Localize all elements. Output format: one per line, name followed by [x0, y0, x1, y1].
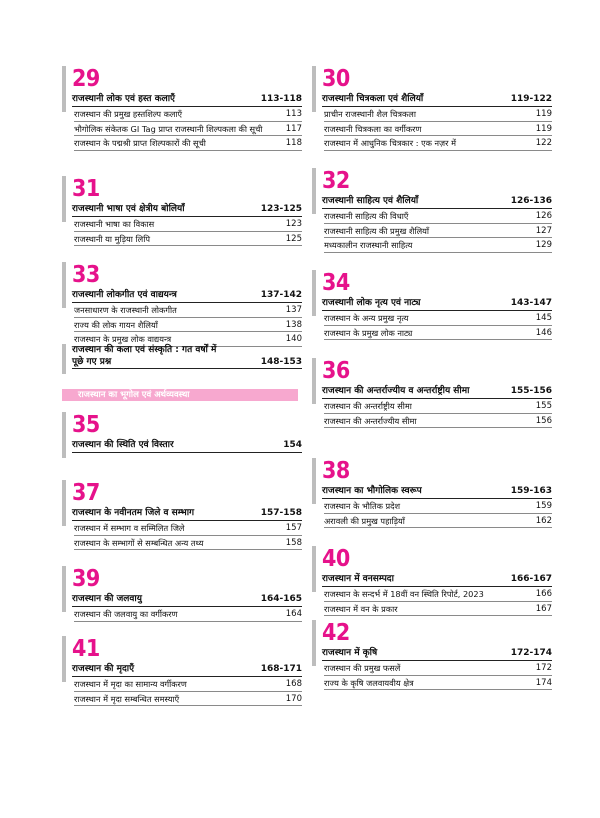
toc-entry-title: राजस्थान के अन्य प्रमुख नृत्य [324, 313, 409, 323]
chapter-number: 39 [72, 566, 100, 592]
toc-entry[interactable] [74, 521, 302, 536]
chapter-heading[interactable] [72, 662, 302, 677]
chapter-bar [62, 66, 66, 112]
toc-entry-title: राज्य के कृषि जलवायवीय क्षेत्र [324, 677, 414, 688]
chapter-pages: 126-136 [510, 196, 552, 206]
chapter-bar [312, 168, 316, 214]
toc-entry-page: 118 [285, 138, 302, 148]
chapter-number: 38 [322, 458, 350, 484]
toc-entry-title: मध्यकालीन राजस्थानी साहित्य [324, 240, 413, 250]
toc-entry-title: राजस्थान की अन्तर्राज्यीय सीमा [324, 415, 417, 426]
toc-entry[interactable] [74, 318, 302, 333]
chapter-number: 30 [322, 66, 350, 92]
pyq-title-line2: पूछे गए प्रश्न [72, 357, 112, 367]
chapter-number-wrap [62, 636, 302, 662]
chapter-42[interactable] [312, 620, 552, 690]
chapter-39[interactable] [62, 566, 302, 622]
chapter-bar [312, 620, 316, 666]
toc-entry[interactable] [324, 587, 552, 602]
toc-entry-page: 172 [535, 663, 552, 673]
chapter-pages: 168-171 [260, 664, 302, 674]
chapter-title: राजस्थान का भौगोलिक स्वरूप [322, 486, 422, 496]
chapter-number: 42 [322, 620, 350, 646]
toc-entry-title: राजस्थान के पद्मश्री प्राप्त शिल्पकारों की सूची [74, 138, 206, 148]
toc-entry[interactable] [74, 122, 302, 137]
chapter-number-wrap [62, 480, 302, 506]
section-banner: राजस्थान का भूगोल एवं अर्थव्यवस्था [62, 389, 298, 401]
chapter-pages: 119-122 [510, 94, 552, 104]
chapter-bar [312, 66, 316, 112]
chapter-pages: 157-158 [260, 508, 302, 518]
chapter-items [324, 399, 552, 428]
toc-entry[interactable] [324, 676, 552, 691]
toc-entry-title: राजस्थान में मृदा सम्बन्धित समस्याएँ [74, 693, 180, 704]
toc-entry-page: 129 [535, 240, 552, 250]
chapter-items [74, 521, 302, 550]
chapter-items [324, 661, 552, 690]
chapter-items [324, 587, 552, 616]
chapter-heading[interactable] [322, 194, 552, 209]
chapter-items [74, 607, 302, 622]
chapter-29[interactable] [62, 66, 302, 151]
toc-entry-title: राजस्थान की प्रमुख फसलें [324, 663, 401, 673]
toc-entry-title: राजस्थान में मृदा का सामान्य वर्गीकरण [74, 679, 187, 689]
toc-entry-title: प्राचीन राजस्थानी शैल चित्रकला [324, 109, 416, 119]
toc-entry-page: 168 [285, 679, 302, 689]
toc-entry-page: 126 [535, 211, 552, 221]
chapter-number: 40 [322, 546, 350, 572]
chapter-heading[interactable] [72, 202, 302, 217]
chapter-pages: 143-147 [510, 298, 552, 308]
toc-entry-title: राजस्थानी साहित्य की प्रमुख शैलियाँ [324, 225, 430, 236]
chapter-title: राजस्थान की अन्तर्राज्यीय व अन्तर्राष्ट्रीय सीमा [322, 386, 470, 396]
toc-entry[interactable] [324, 209, 552, 224]
chapter-number: 41 [72, 636, 100, 662]
toc-entry-page: 167 [535, 603, 552, 614]
chapter-heading[interactable] [322, 572, 552, 587]
chapter-number-wrap [312, 546, 552, 572]
toc-entry-page: 123 [285, 219, 302, 229]
chapter-pages: 137-142 [260, 290, 302, 300]
chapter-title: राजस्थानी चित्रकला एवं शैलियाँ [322, 94, 424, 104]
toc-entry[interactable] [324, 122, 552, 137]
toc-entry-page: 174 [535, 677, 552, 688]
chapter-items [324, 499, 552, 528]
toc-entry-page: 113 [285, 109, 302, 119]
toc-entry-page: 146 [535, 327, 552, 338]
chapter-title: राजस्थानी लोक नृत्य एवं नाट्य [322, 298, 421, 308]
chapter-30[interactable] [312, 66, 552, 151]
chapter-31[interactable] [62, 176, 302, 246]
chapter-bar [62, 412, 66, 458]
chapter-37[interactable] [62, 480, 302, 550]
chapter-bar [312, 270, 316, 316]
chapter-number: 37 [72, 480, 100, 506]
chapter-pages: 166-167 [510, 574, 552, 584]
chapter-title: राजस्थानी लोकगीत एवं वाद्ययन्त्र [72, 290, 177, 300]
chapter-pages: 155-156 [510, 386, 552, 396]
chapter-items [74, 107, 302, 151]
chapter-items [74, 217, 302, 246]
toc-entry-page: 140 [285, 334, 302, 344]
chapter-bar [62, 480, 66, 526]
chapter-title: राजस्थान में कृषि [322, 648, 378, 658]
chapter-title: राजस्थान में वनसम्पदा [322, 574, 394, 584]
toc-entry[interactable] [324, 499, 552, 514]
toc-entry-title: राजस्थान में वन के प्रकार [324, 603, 398, 614]
toc-entry-title: राजस्थान के सम्भागों से सम्बन्धित अन्य तथ्य [74, 537, 204, 548]
chapter-heading[interactable] [72, 288, 302, 303]
chapter-number-wrap [312, 168, 552, 194]
toc-entry[interactable] [324, 399, 552, 414]
pyq-title-line1: राजस्थान की कला एवं संस्कृति : गत वर्षों में [72, 345, 217, 355]
chapter-title: राजस्थान के नवीनतम जिले व सम्भाग [72, 508, 195, 518]
chapter-number: 32 [322, 168, 350, 194]
chapter-number-wrap [62, 262, 302, 288]
toc-entry-page: 119 [535, 123, 552, 134]
toc-entry-page: 145 [535, 313, 552, 323]
chapter-number: 33 [72, 262, 100, 288]
toc-entry-title: राजस्थान के भौतिक प्रदेश [324, 501, 401, 511]
chapter-bar [312, 458, 316, 504]
chapter-heading[interactable] [322, 484, 552, 499]
toc-entry[interactable] [324, 326, 552, 341]
chapter-heading[interactable] [72, 438, 302, 453]
toc-entry[interactable] [324, 661, 552, 676]
toc-entry-page: 170 [285, 693, 302, 704]
toc-entry-page: 122 [535, 138, 552, 148]
toc-entry-title: राजस्थानी या मुड़िया लिपि [74, 233, 150, 244]
toc-entry[interactable] [324, 224, 552, 239]
toc-entry-title: राजस्थान के प्रमुख लोक नाट्य [324, 327, 413, 338]
chapter-title: राजस्थानी लोक एवं हस्त कलाएँ [72, 94, 176, 104]
toc-entry-title: भौगोलिक संकेतक GI Tag प्राप्त राजस्थानी शिल्पकला की सूची [74, 123, 263, 134]
toc-entry-title: राजस्थान की अन्तर्राष्ट्रीय सीमा [324, 401, 412, 411]
toc-entry[interactable] [74, 692, 302, 707]
chapter-title: राजस्थानी साहित्य एवं शैलियाँ [322, 196, 419, 206]
chapter-33[interactable] [62, 262, 302, 347]
chapter-number-wrap [62, 176, 302, 202]
toc-entry[interactable] [74, 217, 302, 232]
chapter-36[interactable] [312, 358, 552, 428]
toc-entry[interactable] [324, 602, 552, 617]
chapter-40[interactable] [312, 546, 552, 616]
chapter-bar [312, 546, 316, 592]
chapter-number-wrap [312, 270, 552, 296]
toc-entry-title: राजस्थानी भाषा का विकास [74, 219, 155, 229]
chapter-number-wrap [62, 66, 302, 92]
toc-entry-title: राजस्थान में आधुनिक चित्रकार : एक नज़र में [324, 138, 456, 148]
toc-entry-page: 155 [535, 401, 552, 411]
toc-entry-page: 156 [535, 415, 552, 426]
toc-entry[interactable] [74, 607, 302, 622]
toc-entry-title: राजस्थान के सन्दर्भ में 18वीं वन स्थिति रिपोर्ट, 2023 [324, 589, 484, 599]
toc-entry-title: अरावली की प्रमुख पहाड़ियाँ [324, 515, 405, 526]
chapter-heading[interactable] [322, 384, 552, 399]
toc-entry-title: जनसाधारण के राजस्थानी लोकगीत [74, 305, 177, 315]
chapter-pages: 159-163 [510, 486, 552, 496]
chapter-bar [62, 566, 66, 612]
toc-entry-title: राजस्थानी चित्रकला का वर्गीकरण [324, 123, 422, 134]
chapter-35[interactable] [62, 412, 302, 453]
chapter-number-wrap [312, 358, 552, 384]
chapter-34[interactable] [312, 270, 552, 340]
chapter-number: 34 [322, 270, 350, 296]
toc-entry-page: 137 [285, 305, 302, 315]
toc-entry-title: राजस्थान की प्रमुख हस्तशिल्प कलाएँ [74, 109, 183, 119]
chapter-pages: 154 [283, 440, 302, 450]
chapter-bar [62, 262, 66, 308]
chapter-number: 35 [72, 412, 100, 438]
toc-entry-title: राजस्थान में सम्भाग व सम्मिलित जिले [74, 523, 185, 533]
pyq-pages: 148-153 [260, 357, 302, 367]
toc-entry-page: 157 [285, 523, 302, 533]
chapter-items [324, 311, 552, 340]
chapter-pages: 113-118 [260, 94, 302, 104]
chapter-pages: 164-165 [260, 594, 302, 604]
toc-entry-title: राज्य की लोक गायन शैलियाँ [74, 319, 158, 330]
toc-entry[interactable] [74, 136, 302, 151]
toc-entry[interactable] [74, 677, 302, 692]
chapter-heading[interactable] [72, 592, 302, 607]
toc-entry-page: 166 [535, 589, 552, 599]
toc-entry[interactable] [324, 311, 552, 326]
chapter-title: राजस्थान की मृदाएँ [72, 664, 135, 674]
chapter-items [74, 677, 302, 706]
chapter-number: 36 [322, 358, 350, 384]
chapter-items [324, 107, 552, 151]
chapter-heading[interactable] [322, 296, 552, 311]
chapter-heading[interactable] [72, 92, 302, 107]
chapter-number-wrap [312, 66, 552, 92]
pyq-title-row [72, 356, 302, 369]
chapter-bar [312, 358, 316, 404]
chapter-heading[interactable] [72, 506, 302, 521]
toc-entry-page: 159 [535, 501, 552, 511]
toc-entry-title: राजस्थानी साहित्य की विधाएँ [324, 211, 409, 221]
toc-entry-page: 158 [285, 537, 302, 548]
toc-entry-page: 162 [535, 515, 552, 526]
chapter-pages: 123-125 [260, 204, 302, 214]
toc-entry[interactable] [74, 303, 302, 318]
section-bar [62, 344, 66, 374]
chapter-number-wrap [312, 458, 552, 484]
toc-entry-page: 127 [535, 225, 552, 236]
chapter-title: राजस्थान की स्थिति एवं विस्तार [72, 440, 174, 450]
toc-entry-title: राजस्थान की जलवायु का वर्गीकरण [74, 609, 178, 619]
chapter-heading[interactable] [322, 92, 552, 107]
toc-entry[interactable] [74, 107, 302, 122]
previous-year-questions[interactable] [62, 344, 302, 369]
toc-entry[interactable] [324, 107, 552, 122]
toc-entry-page: 125 [285, 233, 302, 244]
chapter-heading[interactable] [322, 646, 552, 661]
toc-entry-title: राजस्थान के प्रमुख लोक वाद्ययन्त्र [74, 334, 172, 344]
toc-entry[interactable] [324, 238, 552, 253]
chapter-number-wrap [62, 412, 302, 438]
chapter-41[interactable] [62, 636, 302, 706]
toc-entry[interactable] [324, 414, 552, 429]
chapter-number-wrap [62, 566, 302, 592]
chapter-bar [62, 176, 66, 222]
toc-entry-page: 119 [535, 109, 552, 119]
chapter-number: 31 [72, 176, 100, 202]
toc-entry-page: 138 [285, 319, 302, 330]
toc-entry-page: 117 [285, 123, 302, 134]
chapter-items [74, 303, 302, 347]
toc-entry[interactable] [74, 536, 302, 551]
chapter-pages: 172-174 [510, 648, 552, 658]
chapter-items [324, 209, 552, 253]
chapter-32[interactable] [312, 168, 552, 253]
toc-entry[interactable] [74, 232, 302, 247]
chapter-number: 29 [72, 66, 100, 92]
toc-entry[interactable] [324, 136, 552, 151]
chapter-number-wrap [312, 620, 552, 646]
chapter-38[interactable] [312, 458, 552, 528]
toc-entry-page: 164 [285, 609, 302, 619]
chapter-bar [62, 636, 66, 682]
chapter-title: राजस्थान की जलवायु [72, 594, 142, 604]
toc-entry[interactable] [324, 514, 552, 529]
chapter-title: राजस्थानी भाषा एवं क्षेत्रीय बोलियाँ [72, 204, 185, 214]
